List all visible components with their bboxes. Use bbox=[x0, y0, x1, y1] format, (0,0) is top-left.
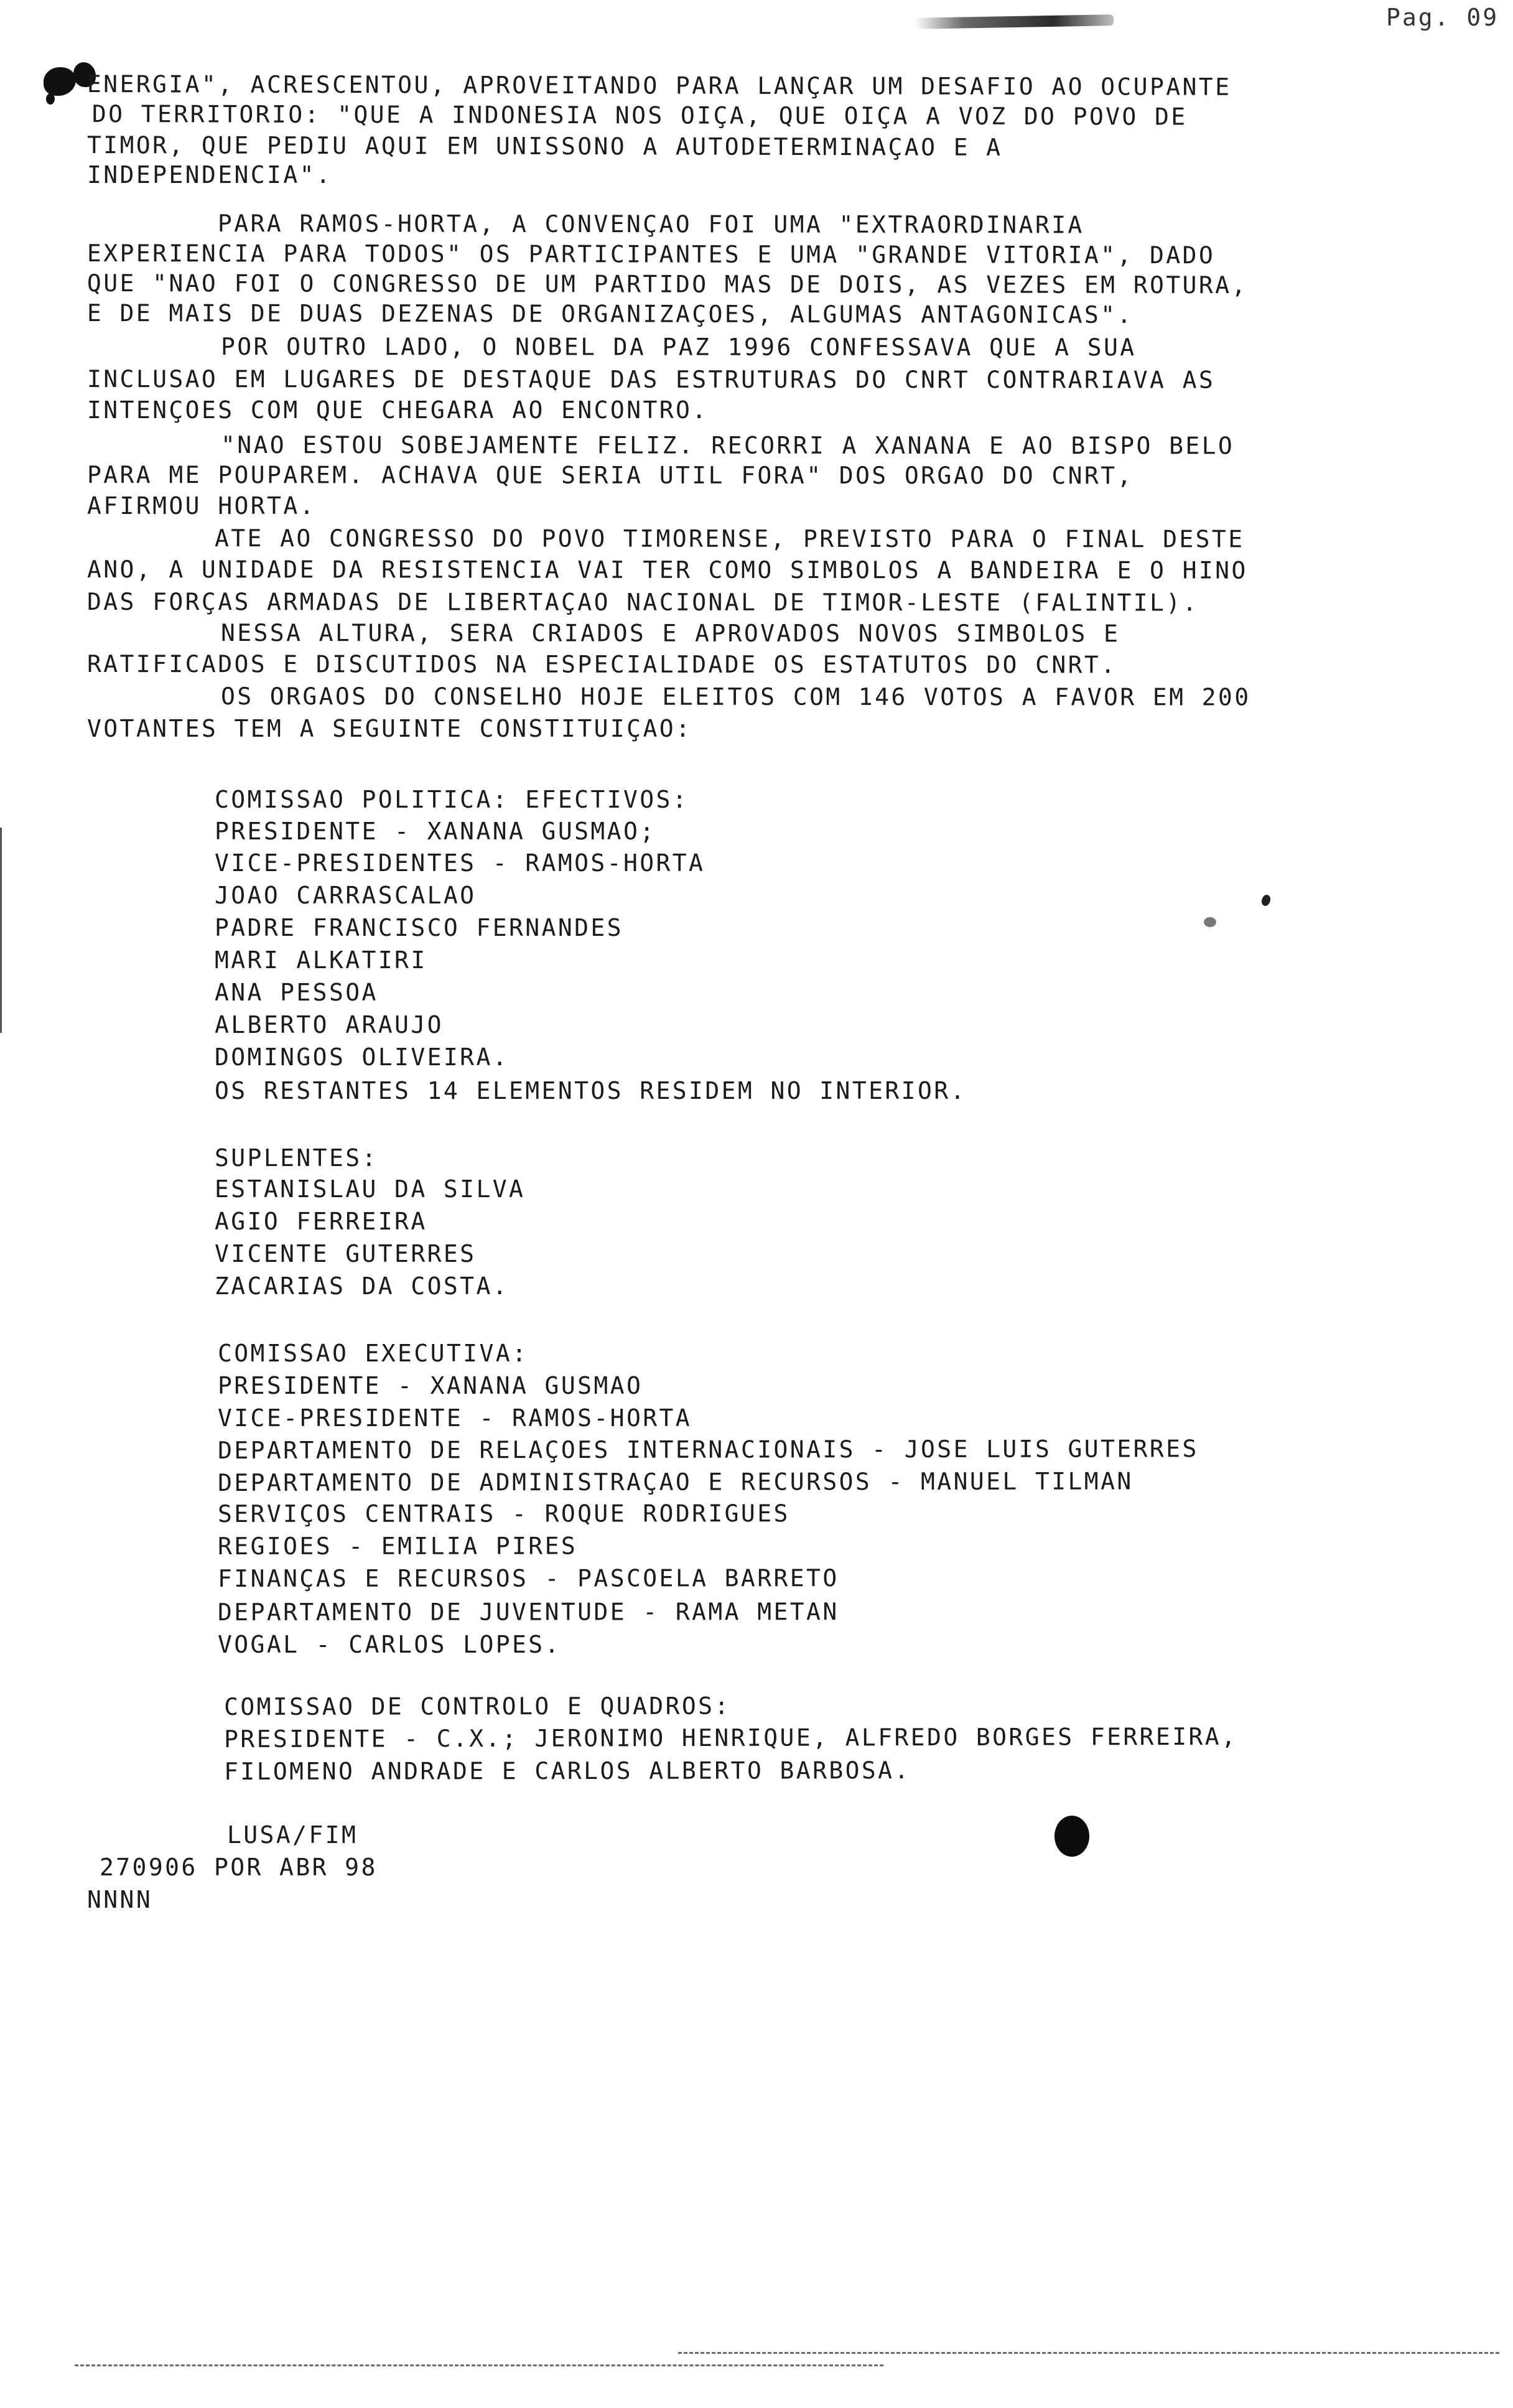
text-line: COMISSAO POLITICA: EFECTIVOS: bbox=[215, 786, 689, 813]
ink-speck bbox=[1259, 894, 1273, 908]
text-line: ANA PESSOA bbox=[215, 979, 378, 1006]
text-line: COMISSAO EXECUTIVA: bbox=[218, 1340, 529, 1367]
text-line: MARI ALKATIRI bbox=[215, 946, 427, 974]
top-smudge-mark bbox=[915, 14, 1114, 29]
text-line: ATE AO CONGRESSO DO POVO TIMORENSE, PREVISTO PARA O FINAL DESTE bbox=[214, 525, 1245, 553]
dashed-separator bbox=[678, 2352, 1499, 2354]
ink-dot-mark bbox=[1054, 1816, 1089, 1857]
text-line: DOMINGOS OLIVEIRA. bbox=[215, 1043, 510, 1071]
text-line: VICENTE GUTERRES bbox=[215, 1240, 477, 1267]
text-line: ANO, A UNIDADE DA RESISTENCIA VAI TER COMO SIMBOLOS A BANDEIRA E O HINO bbox=[86, 556, 1248, 584]
text-line: INCLUSAO EM LUGARES DE DESTAQUE DAS ESTRUTURAS DO CNRT CONTRARIAVA AS bbox=[86, 365, 1216, 394]
page-number: Pag. 09 bbox=[1386, 4, 1499, 31]
dashed-separator bbox=[75, 2364, 883, 2366]
text-line: PARA RAMOS-HORTA, A CONVENÇAO FOI UMA "EXTRAORDINARIA bbox=[217, 210, 1084, 239]
scan-edge-mark bbox=[0, 828, 2, 1033]
text-line: ZACARIAS DA COSTA. bbox=[215, 1272, 510, 1300]
text-line: RATIFICADOS E DISCUTIDOS NA ESPECIALIDADE OS ESTATUTOS DO CNRT. bbox=[86, 650, 1117, 679]
text-line: COMISSAO DE CONTROLO E QUADROS: bbox=[224, 1692, 731, 1720]
text-line: SERVIÇOS CENTRAIS - ROQUE RODRIGUES bbox=[218, 1500, 790, 1528]
text-line: ESTANISLAU DA SILVA bbox=[215, 1175, 526, 1203]
text-line: PRESIDENTE - XANANA GUSMAO; bbox=[215, 818, 656, 845]
text-line: FILOMENO ANDRADE E CARLOS ALBERTO BARBOSA. bbox=[224, 1757, 911, 1785]
text-line: DAS FORÇAS ARMADAS DE LIBERTAÇAO NACIONAL DE TIMOR-LESTE (FALINTIL). bbox=[86, 588, 1199, 617]
ink-blot-mark bbox=[46, 93, 55, 105]
text-line: 270906 POR ABR 98 bbox=[100, 1854, 378, 1881]
text-line: INDEPENDENCIA". bbox=[87, 161, 333, 189]
ink-speck bbox=[1204, 917, 1216, 927]
text-line: DEPARTAMENTO DE JUVENTUDE - RAMA METAN bbox=[218, 1598, 839, 1626]
text-line: PARA ME POUPAREM. ACHAVA QUE SERIA UTIL FORA" DOS ORGAO DO CNRT, bbox=[86, 461, 1134, 490]
ink-blot-mark bbox=[44, 67, 76, 96]
text-line: PRESIDENTE - XANANA GUSMAO bbox=[218, 1372, 643, 1399]
text-line: REGIOES - EMILIA PIRES bbox=[218, 1532, 578, 1560]
text-line: VOTANTES TEM A SEGUINTE CONSTITUIÇAO: bbox=[87, 715, 692, 742]
text-line: OS ORGAOS DO CONSELHO HOJE ELEITOS COM 146 VOTOS A FAVOR EM 200 bbox=[220, 683, 1251, 711]
text-line: AGIO FERREIRA bbox=[215, 1208, 427, 1235]
text-line: DEPARTAMENTO DE RELAÇOES INTERNACIONAIS - JOSE LUIS GUTERRES bbox=[218, 1435, 1199, 1464]
text-line: VICE-PRESIDENTE - RAMOS-HORTA bbox=[218, 1404, 692, 1432]
text-line: VICE-PRESIDENTES - RAMOS-HORTA bbox=[215, 849, 705, 877]
text-line: EXPERIENCIA PARA TODOS" OS PARTICIPANTES E UMA "GRANDE VITORIA", DADO bbox=[86, 240, 1216, 269]
text-line: NNNN bbox=[87, 1886, 153, 1913]
text-line: E DE MAIS DE DUAS DEZENAS DE ORGANIZAÇOES, ALGUMAS ANTAGONICAS". bbox=[86, 299, 1134, 329]
text-line: ENERGIA", ACRESCENTOU, APROVEITANDO PARA LANÇAR UM DESAFIO AO OCUPANTE bbox=[86, 70, 1232, 101]
text-line: QUE "NAO FOI O CONGRESSO DE UM PARTIDO MAS DE DOIS, AS VEZES EM ROTURA, bbox=[86, 269, 1248, 299]
text-line: ALBERTO ARAUJO bbox=[215, 1011, 444, 1038]
text-line: "NAO ESTOU SOBEJAMENTE FELIZ. RECORRI A XANANA E AO BISPO BELO bbox=[220, 431, 1235, 460]
text-line: PRESIDENTE - C.X.; JERONIMO HENRIQUE, ALFREDO BORGES FERREIRA, bbox=[224, 1722, 1238, 1753]
text-line: VOGAL - CARLOS LOPES. bbox=[218, 1631, 561, 1658]
text-line: LUSA/FIM bbox=[227, 1821, 358, 1849]
text-line: INTENÇOES COM QUE CHEGARA AO ENCONTRO. bbox=[87, 396, 709, 424]
text-line: SUPLENTES: bbox=[215, 1144, 378, 1172]
text-line: DO TERRITORIO: "QUE A INDONESIA NOS OIÇA, QUE OIÇA A VOZ DO POVO DE bbox=[91, 100, 1188, 131]
text-line: JOAO CARRASCALAO bbox=[215, 882, 477, 909]
text-line: POR OUTRO LADO, O NOBEL DA PAZ 1996 CONFESSAVA QUE A SUA bbox=[220, 333, 1137, 362]
text-line: PADRE FRANCISCO FERNANDES bbox=[215, 914, 623, 941]
text-line: DEPARTAMENTO DE ADMINISTRAÇAO E RECURSOS - MANUEL TILMAN bbox=[218, 1467, 1134, 1496]
text-line: FINANÇAS E RECURSOS - PASCOELA BARRETO bbox=[218, 1564, 839, 1592]
text-line: NESSA ALTURA, SERA CRIADOS E APROVADOS NOVOS SIMBOLOS E bbox=[220, 619, 1120, 648]
text-line: OS RESTANTES 14 ELEMENTOS RESIDEM NO INTERIOR. bbox=[215, 1077, 967, 1104]
text-line: TIMOR, QUE PEDIU AQUI EM UNISSONO A AUTODETERMINAÇAO E A bbox=[86, 131, 1003, 161]
text-line: AFIRMOU HORTA. bbox=[87, 492, 316, 520]
